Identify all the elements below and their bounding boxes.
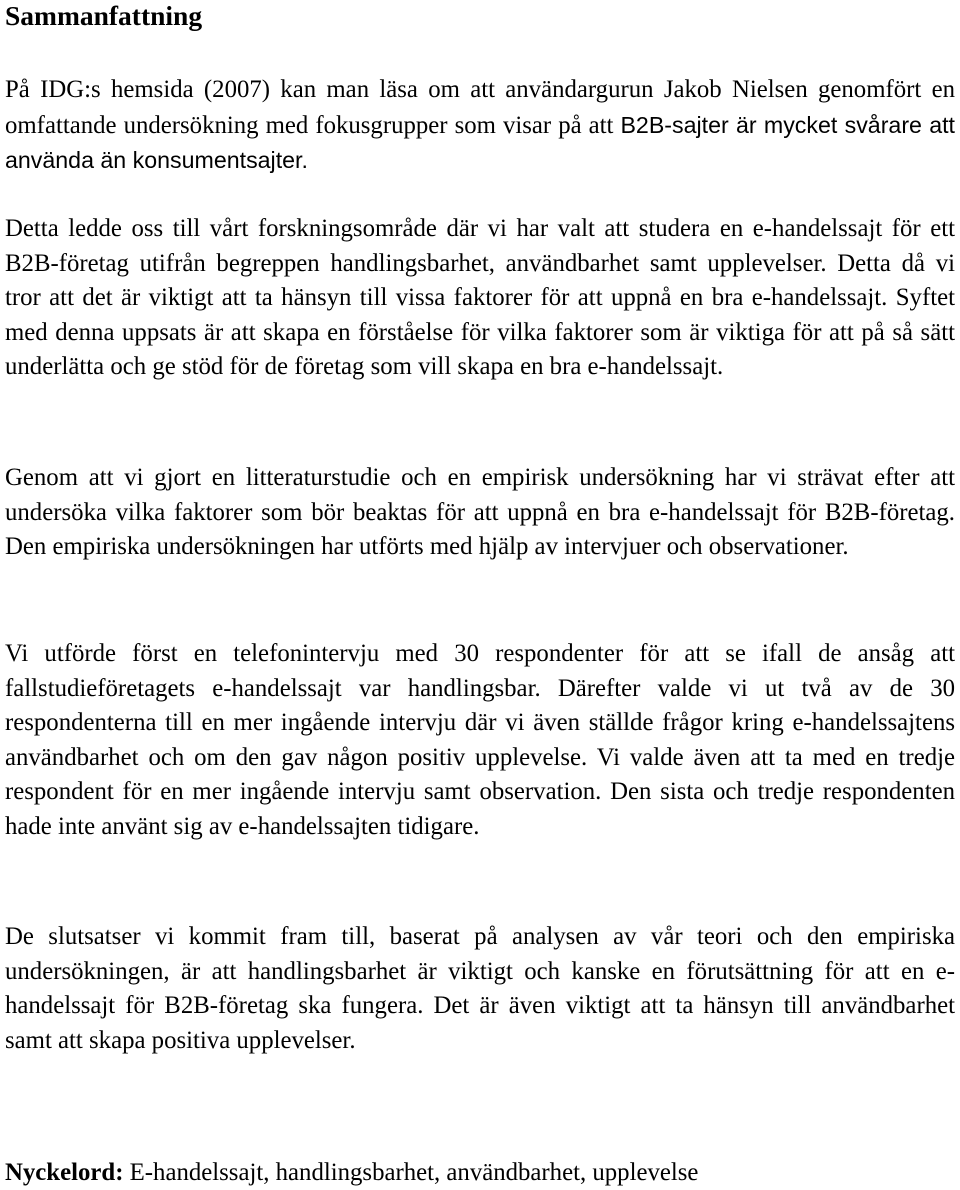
paragraph-conclusion — [5, 920, 955, 1058]
page-title: Sammanfattning — [5, 0, 203, 31]
keywords-line — [5, 1156, 955, 1190]
paragraph-research-area — [5, 212, 955, 385]
paragraph-interviews — [5, 637, 955, 845]
paragraph-interviews-text: Vi utförde först en telefonintervju med 30 respondenter för att se ifall de ansåg att fallstudieföretagets e-handelssajt var handlingsbar. Därefter valde vi ut två av de 30 respondenterna till en mer ingående intervju där vi även ställde frågor kring e-handelssajtens användbarhet och om den gav någon positiv upplevelse. Vi valde även att ta med en tredje respondent för en mer ingående intervju samt observation. Den sista och tredje respondenten hade inte använt sig av e-handelssajten tidigare. — [5, 640, 955, 840]
keywords-value: E-handelssajt, handlingsbarhet, användbarhet, upplevelse — [123, 1158, 699, 1186]
document-page — [5, 0, 955, 1186]
paragraph-method-text: Genom att vi gjort en litteraturstudie och en empirisk undersökning har vi strävat efter att undersöka vilka faktorer som bör beaktas för att uppnå en bra e-handelssajt för B2B-företag. Den empiriska undersökningen har utförts med hjälp av intervjuer och observationer. — [5, 464, 955, 561]
paragraph-intro-text: På IDG:s hemsida (2007) kan man läsa om att användargurun Jakob Nielsen genomfört en omfattande undersökning med fokusgrupper som visar på att — [5, 76, 955, 139]
paragraph-research-area-text: Detta ledde oss till vårt forskningsområde där vi har valt att studera en e-handelssajt för ett B2B-företag utifrån begreppen handlingsbarhet, användbarhet samt upplevelser. Detta då vi tror att det är viktigt att ta hänsyn till vissa faktorer för att uppnå en bra e-handelssajt. — [5, 215, 955, 312]
paragraph-intro-text-continued: B2B-sajter är mycket svårare att använda än konsumentsajter. — [5, 111, 955, 174]
keywords-label: Nyckelord: — [5, 1158, 124, 1186]
paragraph-conclusion-text: De slutsatser vi kommit fram till, baserat på analysen av vår teori och den empiriska undersökningen, är att handlingsbarhet är viktigt och kanske en förutsättning för att en e-handelssajt för B2B-företag ska fungera. Det är även viktigt att ta hänsyn till användbarhet samt att skapa positiva upplevelser. — [5, 923, 955, 1054]
paragraph-purpose-text: Syftet med denna uppsats är att skapa en förståelse för vilka faktorer som är viktiga för att på så sätt underlätta och ge stöd för de företag som vill skapa en bra e-handelssajt. — [5, 284, 955, 381]
paragraph-intro — [5, 73, 955, 179]
paragraph-method — [5, 461, 955, 565]
